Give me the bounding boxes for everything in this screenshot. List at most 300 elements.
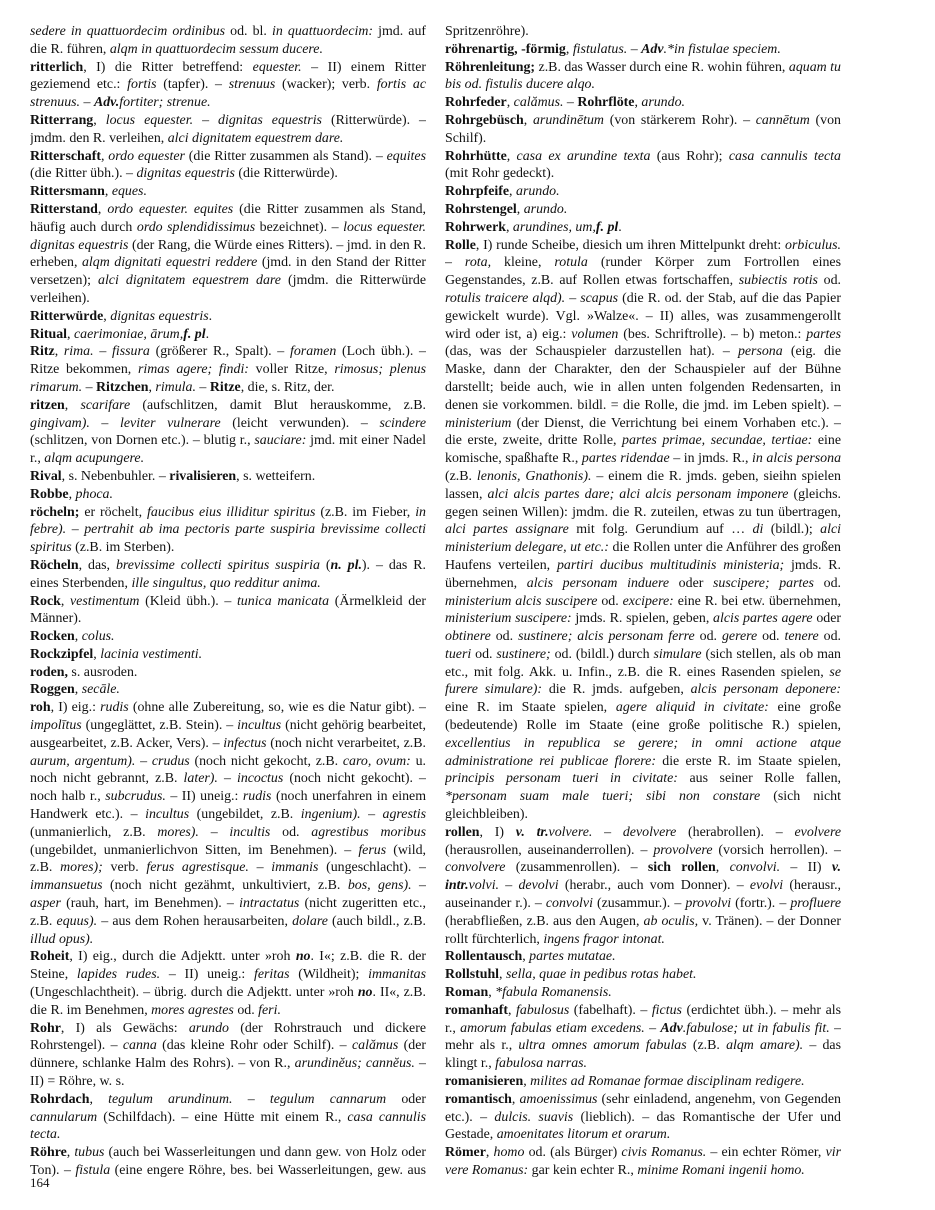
definition-text: , I) als Gewächs: bbox=[60, 1020, 189, 1036]
latin-term: mores). – incultis bbox=[157, 824, 271, 840]
latin-term: convolvere bbox=[445, 860, 506, 876]
definition-text: (herabrollen). – bbox=[676, 824, 795, 840]
dictionary-entry bbox=[445, 201, 841, 219]
dictionary-entry bbox=[445, 59, 841, 95]
definition-text: jmd. auf die R. führen, bbox=[30, 24, 426, 57]
definition-text: (jmdm. die Ritterwürde verleihen). bbox=[30, 273, 426, 306]
latin-term: minime Romani ingenii homo. bbox=[637, 1163, 805, 1178]
latin-term: casa ex arundine texta bbox=[516, 148, 651, 164]
definition-text: , bbox=[74, 682, 82, 698]
headword: Rohrstengel bbox=[445, 201, 517, 217]
headword: Ritterrang bbox=[30, 112, 94, 128]
definition-text: (Kleid übh.). – bbox=[139, 593, 237, 609]
latin-term: dulcis. suavis bbox=[494, 1109, 574, 1125]
dictionary-entry bbox=[30, 593, 426, 629]
headword: ritterlich bbox=[30, 59, 84, 75]
headword: romantisch bbox=[445, 1091, 512, 1107]
latin-term: casa cannulis tecta bbox=[728, 148, 841, 164]
latin-term: f. pl bbox=[183, 326, 206, 342]
headword: Rocken bbox=[30, 629, 75, 645]
dictionary-entry bbox=[445, 94, 841, 112]
definition-text: , bbox=[505, 219, 513, 235]
latin-term: aquam tu bis od. fistulis ducere alqo. bbox=[445, 59, 841, 93]
latin-term: Adv bbox=[641, 41, 664, 57]
latin-term: fortis bbox=[127, 77, 157, 93]
dictionary-entry bbox=[445, 1073, 841, 1091]
definition-text: , bbox=[67, 326, 74, 342]
definition-text: (noch nicht verarbeitet, z.B. bbox=[266, 735, 426, 751]
latin-term: arundines, um, bbox=[512, 219, 596, 235]
definition-text: (ungeglättet, z.B. Stein). – bbox=[81, 718, 238, 734]
latin-term: rudis bbox=[242, 789, 272, 805]
latin-term: rimula. bbox=[155, 379, 196, 395]
definition-text: . bbox=[205, 326, 210, 342]
definition-text: mit folg. Gerundium auf … bbox=[568, 522, 753, 538]
dictionary-entry bbox=[445, 1091, 841, 1144]
dictionary-entry bbox=[30, 59, 426, 112]
dictionary-entry bbox=[445, 112, 841, 148]
definition-text: die R. jmds. aufgeben, bbox=[542, 682, 691, 698]
definition-text: – bbox=[80, 95, 94, 111]
definition-text: – II) uneig.: bbox=[165, 789, 243, 805]
definition-text: od. (als Bürger) bbox=[524, 1145, 622, 1161]
dictionary-entry bbox=[445, 183, 841, 201]
definition-text: (von stärkerem Rohr). – bbox=[603, 112, 756, 128]
definition-text: , s. wetteifern. bbox=[236, 468, 316, 484]
latin-term: faucibus eius illiditur spiritus bbox=[147, 504, 316, 520]
definition-text: (lieblich). – das Romantische der Ufer und Gestade, bbox=[445, 1109, 841, 1143]
definition-text: (Ungeschlachtheit). – übrig. durch die Adjektt. unter »roh bbox=[30, 985, 358, 1001]
latin-term: ordo equester. equites bbox=[107, 201, 234, 217]
definition-text: , bbox=[93, 112, 106, 128]
definition-text: , bbox=[715, 860, 730, 876]
latin-term: fictus bbox=[651, 1002, 682, 1018]
definition-text: od. bbox=[471, 646, 497, 662]
latin-term: arundo. bbox=[641, 95, 685, 111]
dictionary-entry bbox=[445, 824, 841, 949]
definition-text: – bbox=[499, 878, 519, 894]
headword: ritzen bbox=[30, 397, 65, 413]
latin-term: alqm amare). bbox=[726, 1038, 804, 1054]
definition-text: – bbox=[193, 112, 219, 128]
latin-term: excipere: bbox=[622, 593, 674, 609]
latin-term: evolvi bbox=[749, 878, 784, 894]
definition-text: (z.B. bbox=[445, 468, 477, 484]
dictionary-entry bbox=[445, 1144, 841, 1180]
latin-term: equester. bbox=[252, 59, 302, 75]
latin-term: arundo. bbox=[516, 184, 560, 200]
definition-text: v. Tränen). – der Donner rollt fürchterlich, bbox=[445, 913, 841, 947]
latin-term: partes mutatae. bbox=[529, 949, 616, 965]
dictionary-entry bbox=[30, 183, 426, 201]
dictionary-entry bbox=[30, 148, 426, 184]
definition-text: (fortr.). – bbox=[731, 896, 791, 912]
latin-term: cannularum bbox=[30, 1109, 98, 1125]
definition-text: (wild, z.B. bbox=[30, 842, 426, 876]
definition-text: (das kleine Rohr oder Schilf). – bbox=[156, 1038, 352, 1054]
latin-term: vir vere Romanus: bbox=[445, 1145, 841, 1178]
definition-text: (die Ritter zusammen als Stand, häufig auch durch bbox=[30, 201, 426, 235]
latin-term: amoenissimus bbox=[519, 1091, 598, 1107]
latin-term: equus). bbox=[56, 913, 98, 929]
dictionary-entry bbox=[30, 397, 426, 468]
headword: Rockzipfel bbox=[30, 646, 94, 662]
definition-text: (wacker); verb. bbox=[275, 77, 377, 93]
latin-term: rima. bbox=[63, 344, 94, 360]
definition-text: , die, s. Ritz, der. bbox=[240, 379, 335, 395]
definition-text: , bbox=[488, 985, 496, 1001]
latin-term: partes ridendae bbox=[581, 451, 670, 467]
dictionary-entry bbox=[30, 504, 426, 557]
latin-term: eques. bbox=[111, 184, 147, 200]
headword: roh bbox=[30, 700, 51, 716]
latin-term: locus equester. bbox=[105, 112, 194, 128]
latin-term: alcis partes agere bbox=[713, 611, 813, 627]
definition-text: (noch nicht gezähmt, unkultiviert, z.B. bbox=[102, 878, 348, 894]
definition-text: voller Ritze, bbox=[248, 362, 335, 378]
headword: Rohrwerk bbox=[445, 219, 506, 235]
definition-text: , I) die Ritter betreffend: bbox=[83, 59, 253, 75]
definition-text: , das, bbox=[78, 557, 116, 573]
headword: rivalisieren bbox=[169, 468, 237, 484]
dictionary-entry bbox=[30, 486, 426, 504]
definition-text: (ungeschlacht). – bbox=[318, 860, 426, 876]
dictionary-entry bbox=[30, 1091, 426, 1144]
definition-text: (sich stellen, als ob man etc., mit folg. Akk. u. Infin., z.B. die R. eines Rasenden spielen, bbox=[445, 646, 841, 680]
definition-text: , bbox=[485, 1145, 494, 1161]
definition-text: , bbox=[506, 95, 514, 111]
definition-text: od. bbox=[694, 629, 722, 645]
latin-term: alqm in quattuordecim sessum ducere. bbox=[109, 41, 323, 57]
definition-text: , bbox=[68, 486, 76, 502]
latin-term: amoenitates litorum et orarum. bbox=[496, 1127, 671, 1143]
latin-term: rudis bbox=[100, 700, 129, 716]
latin-term: gerere bbox=[721, 629, 758, 645]
definition-text: (bildl.); bbox=[763, 522, 821, 538]
latin-term: in quattuordecim: bbox=[271, 24, 374, 39]
definition-text: jmd. mit einer Nadel r., bbox=[30, 433, 426, 467]
definition-text: , bbox=[506, 148, 517, 164]
dictionary-entry bbox=[445, 948, 841, 966]
definition-text: (auch bildl., z.B. bbox=[327, 913, 426, 929]
latin-term: dolare bbox=[292, 913, 328, 929]
definition-text: eine große (bedeutende) Rolle im Staate (eine große politische R.) spielen, bbox=[445, 700, 841, 734]
latin-term: ab oculis, bbox=[643, 913, 699, 929]
definition-text: (Ärmelkleid der Männer). bbox=[30, 593, 426, 627]
definition-text: (vorsich herrollen). – bbox=[712, 842, 841, 858]
definition-text: , bbox=[511, 1091, 520, 1107]
latin-term: tegulum arundinum. – tegulum cannarum bbox=[108, 1091, 387, 1107]
definition-text: (zusammenrollen). – bbox=[505, 860, 648, 876]
latin-term: ferus bbox=[358, 842, 387, 858]
definition-text: – in jmds. R., bbox=[669, 451, 753, 467]
headword: Roman bbox=[445, 985, 489, 1001]
dictionary-entry bbox=[445, 966, 841, 984]
latin-term: secāle. bbox=[81, 682, 120, 698]
definition-text: s. ausroden. bbox=[67, 664, 138, 680]
definition-text: , bbox=[565, 41, 573, 57]
latin-term: civis Romanus. bbox=[621, 1145, 707, 1161]
definition-text: , bbox=[523, 1074, 531, 1090]
latin-term: ordo equester bbox=[108, 148, 185, 164]
latin-term: arundinĕus; cannĕus. bbox=[294, 1056, 415, 1072]
latin-term: se furere simulare): bbox=[445, 664, 841, 698]
definition-text: (aufschlitzen, damit Blut herauskomme, z.B. bbox=[130, 397, 426, 413]
definition-text: (runder Körper zum Fortrollen eines Gegenstandes, z.B. auf Rollen etwas fortschaffen, bbox=[445, 255, 841, 289]
definition-text: (die Ritterwürde). bbox=[234, 166, 338, 182]
latin-term: dignitas equestris bbox=[136, 166, 235, 182]
latin-term: lenonis, Gnathonis). bbox=[476, 468, 592, 484]
dictionary-entry bbox=[30, 343, 426, 396]
definition-text: (noch nicht gekocht). – noch halb r., bbox=[30, 771, 426, 805]
latin-term: suscipere; partes bbox=[713, 575, 814, 591]
latin-term: volumen bbox=[571, 326, 619, 342]
latin-term: excellentius in republica se gerere; in omni actione atque administratione rei publicae florere: bbox=[445, 735, 841, 769]
headword: Rohr bbox=[30, 1020, 61, 1036]
latin-term: fistulatus. bbox=[572, 41, 628, 57]
latin-term: brevissime collecti spiritus suspiria bbox=[115, 557, 320, 573]
latin-term: ministerium bbox=[445, 415, 512, 431]
latin-term: ille singultus, quo redditur anima. bbox=[131, 575, 321, 591]
definition-text: (herausrollen, auseinanderrollen). – bbox=[445, 842, 654, 858]
latin-term: orbiculus. – rota, bbox=[445, 237, 841, 271]
headword: Röhre bbox=[30, 1145, 67, 1161]
latin-term: alci dignitatem equestrem dare. bbox=[167, 130, 344, 146]
definition-text: – II) einem Ritter geziemend etc.: bbox=[30, 59, 426, 93]
latin-term: rimosus; plenus rimarum. bbox=[30, 362, 426, 395]
latin-term: vestimentum bbox=[70, 593, 140, 609]
dictionary-entry bbox=[30, 681, 426, 699]
latin-term: ingenium). – agrestis bbox=[300, 807, 426, 823]
definition-text: die Rollen unter die Anführer des großen Haufens verteilen, bbox=[445, 540, 841, 573]
definition-text: , s. Nebenbuhler. – bbox=[61, 468, 170, 484]
latin-term: tenere bbox=[784, 629, 819, 645]
latin-term: f. pl bbox=[595, 219, 619, 235]
dictionary-entry bbox=[30, 1144, 426, 1181]
latin-term: feri. bbox=[258, 1002, 281, 1018]
definition-text: (von Schilf). bbox=[445, 112, 841, 146]
latin-term: milites ad Romanae formae disciplinam redigere. bbox=[530, 1074, 805, 1090]
definition-text: (ohne alle Zubereitung, so, wie es die Natur gibt). – bbox=[128, 700, 426, 716]
latin-term: partes bbox=[806, 326, 841, 342]
definition-text: , bbox=[64, 397, 81, 413]
latin-term: arundo. bbox=[523, 201, 568, 217]
latin-term: lapides rudes. bbox=[76, 967, 161, 983]
definition-text: od. bbox=[813, 575, 841, 591]
dictionary-entry bbox=[30, 468, 426, 486]
dictionary-entry bbox=[445, 1180, 841, 1181]
definition-text: (herabfließen, z.B. aus den Augen, bbox=[445, 913, 644, 929]
definition-text: , bbox=[148, 379, 156, 395]
definition-text: , bbox=[634, 95, 642, 111]
definition-text: oder bbox=[812, 611, 841, 627]
latin-term: in febre). – pertrahit ab ima pectoris parte suspiria brevissime collecti spiritus bbox=[30, 504, 426, 556]
latin-term: ingens fragor intonat. bbox=[543, 931, 665, 947]
latin-term: strenuus bbox=[228, 77, 276, 93]
latin-term: no bbox=[295, 949, 311, 965]
headword: Rohrdach bbox=[30, 1091, 90, 1107]
definition-text: (das, was der Schauspieler darzustellen hat). – bbox=[445, 344, 738, 360]
latin-term: caro, ovum: bbox=[342, 753, 411, 769]
definition-text: – II) uneig.: bbox=[160, 967, 254, 983]
definition-text: (nicht gehörig bearbeitet, ausgearbeitet, z.B. Acker, Vers). – bbox=[30, 718, 426, 751]
dictionary-entry bbox=[445, 148, 841, 184]
definition-text: – II) bbox=[780, 860, 832, 876]
definition-text: (der Rohrstrauch und dickere Rohrstengel). – bbox=[30, 1020, 426, 1054]
definition-text: (gleichs. gegen seinen Willen): jmdm. die R. zuteilen, etwas zu tun übertragen, bbox=[445, 486, 841, 520]
latin-term: devolvere bbox=[622, 824, 677, 840]
latin-term: profluere bbox=[790, 896, 841, 912]
definition-text: od. bbox=[270, 824, 312, 840]
definition-text: od. bbox=[233, 1002, 259, 1018]
latin-term: di bbox=[752, 522, 764, 538]
latin-term: rotulis traicere alqd). – scapus bbox=[445, 290, 619, 306]
definition-text: , bbox=[89, 1091, 109, 1107]
definition-text: od. bbox=[817, 273, 841, 289]
definition-text: (herausr., auseinander r.). – bbox=[445, 878, 841, 912]
latin-term: dignitas equestris bbox=[110, 308, 209, 324]
definition-text: od. bbox=[757, 629, 785, 645]
headword: Rohrpfeife bbox=[445, 184, 510, 200]
definition-text: od. bbox=[597, 593, 623, 609]
definition-text: . bbox=[208, 308, 213, 324]
definition-text: – aus dem Rohen herausarbeiten, bbox=[97, 913, 293, 929]
definition-text: er röchelt, bbox=[79, 504, 148, 520]
definition-text: kleine, bbox=[491, 255, 555, 271]
headword: Ritterwürde bbox=[30, 308, 104, 324]
latin-term: immanitas bbox=[368, 967, 426, 983]
definition-text: . bbox=[618, 219, 622, 235]
latin-term: ministerium alcis suscipere bbox=[445, 593, 598, 609]
definition-text: , bbox=[66, 1145, 75, 1161]
latin-term: alqm dignitati equestri reddere bbox=[81, 255, 258, 271]
definition-text: (der Dienst, die Verrichtung bei einem Vorhaben etc.). – die erste, zweite, dritte Rolle, bbox=[445, 415, 841, 449]
definition-text: aus seiner Rolle fallen, bbox=[677, 771, 841, 787]
latin-term: fortis ac strenuus. bbox=[30, 77, 426, 111]
latin-term: fortiter; strenue. bbox=[119, 95, 211, 111]
definition-text: (unmanierlich, z.B. bbox=[30, 824, 158, 840]
latin-term: Adv bbox=[660, 1020, 683, 1036]
definition-text: (eig. die Maske, dann der Charakter, den der Schauspieler auf der Bühne darstellt; beide auch, wie in allen unten folgenden Redensarten, in denen sie vorkommen. bildl. = die Rolle, die jmd. im Leben spielt). – bbox=[445, 344, 841, 413]
latin-term: v. intr. bbox=[445, 860, 841, 894]
latin-term: ultra omnes amorum fabulas bbox=[518, 1038, 687, 1054]
latin-term: colus. bbox=[81, 629, 115, 645]
dictionary-entry bbox=[30, 664, 426, 682]
dictionary-entry bbox=[30, 699, 426, 948]
definition-text: gar kein echter R., bbox=[528, 1163, 638, 1178]
latin-term: convolvi. bbox=[729, 860, 781, 876]
headword: roden, bbox=[30, 664, 68, 680]
latin-term: alci dignitatem equestrem dare bbox=[98, 273, 281, 289]
definition-text: (noch unerfahren in einem Handwerk etc.). – bbox=[30, 789, 426, 823]
dictionary-entry bbox=[445, 984, 841, 1002]
definition-text: (größerer R., Spalt). – bbox=[149, 344, 290, 360]
latin-term: scarifare bbox=[80, 397, 131, 413]
definition-text: (die R. od. der Stab, auf die das Papier gewickelt wurde). Vgl. »Walze«. – II) alles, was zusammengerollt wird oder ist, a) eig.: bbox=[445, 290, 841, 342]
latin-term: intractatus bbox=[239, 896, 300, 912]
definition-text: verb. bbox=[102, 860, 147, 876]
headword: Rollentausch bbox=[445, 949, 523, 965]
headword: Rival bbox=[30, 468, 62, 484]
definition-text: (bes. Schriftrolle). – b) meton.: bbox=[618, 326, 807, 342]
latin-term: sustinere; bbox=[496, 646, 551, 662]
dictionary-entry bbox=[30, 557, 426, 593]
headword: Robbe bbox=[30, 486, 69, 502]
definition-text: – ein echter Römer, bbox=[706, 1145, 826, 1161]
latin-term: scindere bbox=[379, 415, 426, 431]
definition-text: eine R. bei etw. übernehmen, bbox=[673, 593, 841, 609]
definition-text: (z.B. im Sterben). bbox=[71, 540, 175, 556]
latin-term: n. pl. bbox=[330, 557, 362, 573]
definition-text: . I«; z.B. die R. der Steine, bbox=[30, 949, 426, 983]
latin-term: Adv. bbox=[93, 95, 120, 111]
definition-text: Spritzenröhre). bbox=[445, 24, 529, 39]
definition-text: (z.B. bbox=[686, 1038, 727, 1054]
definition-text: bezeichnet). – bbox=[255, 219, 344, 235]
latin-term: fabulosus bbox=[516, 1002, 570, 1018]
latin-term: arundo bbox=[188, 1020, 229, 1036]
definition-text: (noch nicht gekocht, z.B. bbox=[189, 753, 343, 769]
definition-text: , bbox=[54, 344, 64, 360]
latin-term: amorum fabulas etiam excedens. bbox=[460, 1020, 645, 1036]
definition-text: od. bl. bbox=[225, 24, 272, 39]
dictionary-entry bbox=[30, 23, 426, 59]
definition-text: (z.B. im Fieber, bbox=[315, 504, 416, 520]
latin-term: rotula bbox=[554, 255, 588, 271]
definition-text: (zusammur.). – bbox=[592, 896, 686, 912]
latin-term: persona bbox=[737, 344, 783, 360]
definition-text: (die Ritter zusammen als Stand). – bbox=[184, 148, 387, 164]
definition-text: z.B. das Wasser durch eine R. wohin führen, bbox=[535, 59, 789, 75]
latin-term: equites bbox=[386, 148, 426, 164]
latin-term: alci partes assignare bbox=[445, 522, 569, 538]
latin-term: calămus bbox=[351, 1038, 399, 1054]
headword: Rohrflöte bbox=[577, 95, 635, 111]
latin-term: fissura bbox=[112, 344, 150, 360]
latin-term: sustinere; alcis personam ferre bbox=[518, 629, 695, 645]
definition-text: eine komische, spaßhafte R., bbox=[445, 433, 841, 467]
definition-text: jmds. R. übernehmen, bbox=[445, 557, 841, 591]
latin-term: evolvere bbox=[794, 824, 841, 840]
definition-text: (tapfer). – bbox=[156, 77, 229, 93]
latin-term: gingivam). – leviter vulnerare bbox=[30, 415, 221, 431]
latin-term: tubus bbox=[74, 1145, 105, 1161]
definition-text: ( bbox=[319, 557, 331, 573]
latin-term: provolvere bbox=[653, 842, 713, 858]
dictionary-entry bbox=[30, 646, 426, 664]
latin-term: later). – incoctus bbox=[183, 771, 284, 787]
definition-text: (die Ritter übh.). – bbox=[30, 166, 137, 182]
definition-text: (auch bei Wasserleitungen und dann gew. von Holz oder Ton). – bbox=[30, 1145, 426, 1178]
latin-term: *fabula Romanensis. bbox=[495, 985, 612, 1001]
latin-term: sauciare: bbox=[254, 433, 307, 449]
definition-text: , bbox=[103, 308, 111, 324]
latin-term: ministerium suscipere: bbox=[445, 611, 572, 627]
definition-text: (jmd. in den Stand der Ritter versetzen); bbox=[30, 255, 426, 289]
definition-text: , I) eig., durch die Adjektt. unter »roh bbox=[69, 949, 296, 965]
latin-term: obtinere bbox=[445, 629, 491, 645]
definition-text: eine R. im Staate spielen, bbox=[445, 700, 616, 716]
latin-term: cannētum bbox=[755, 112, 810, 128]
definition-text: (der dünnere, schlanke Halm des Rohrs). – von R., bbox=[30, 1038, 426, 1072]
headword: Roheit bbox=[30, 949, 70, 965]
dictionary-entry bbox=[445, 219, 841, 237]
definition-text: , bbox=[100, 148, 109, 164]
latin-term: foramen bbox=[289, 344, 337, 360]
definition-text: (nicht zugeritten etc., z.B. bbox=[30, 896, 426, 929]
definition-text: – bbox=[93, 344, 113, 360]
latin-term: dignitas equestris bbox=[218, 112, 322, 128]
